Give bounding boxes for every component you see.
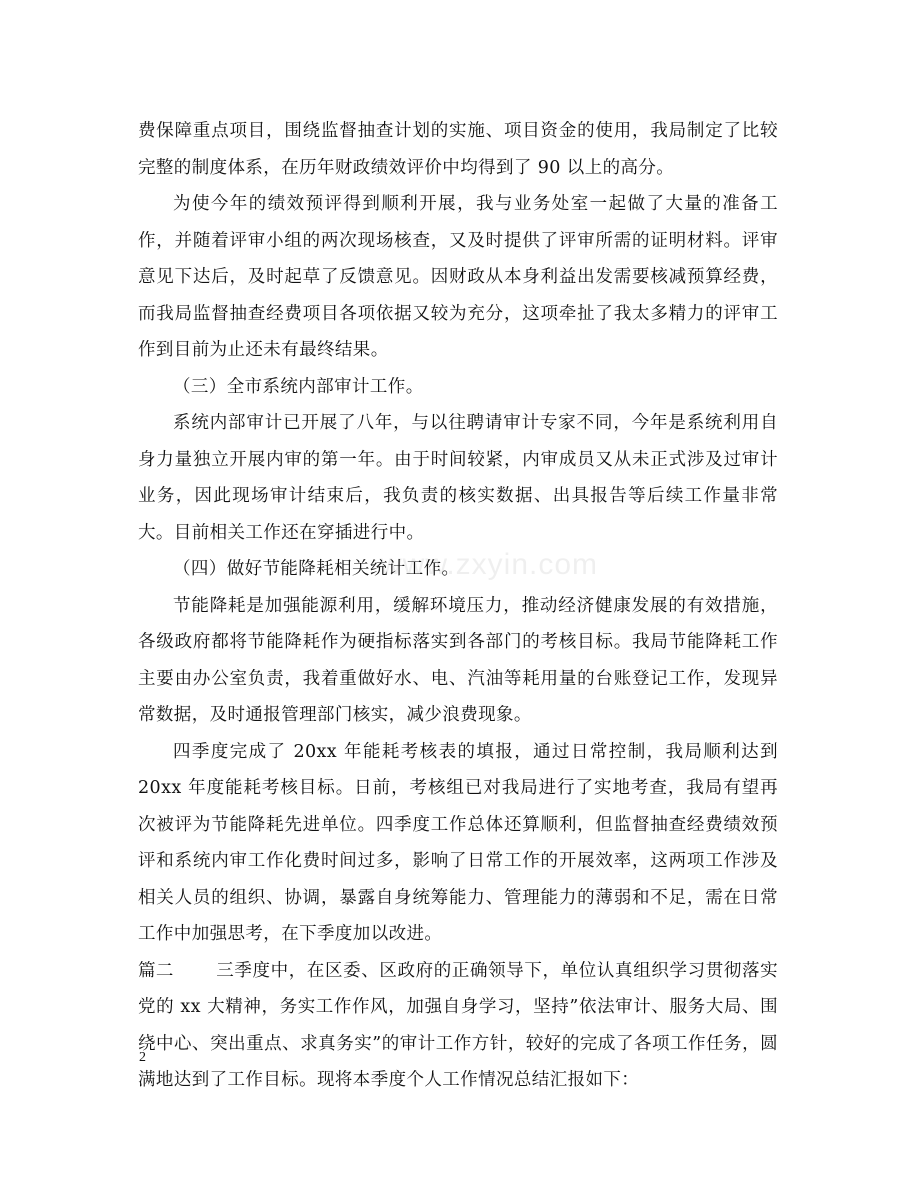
paragraph-continued: 费保障重点项目，围绕监督抽查计划的实施、项目资金的使用，我局制定了比较完整的制度体系，在历年财政绩效评价中均得到了 90 以上的高分。 bbox=[138, 121, 778, 178]
page-number: 2 bbox=[139, 1050, 146, 1065]
part-two-label: 篇二 bbox=[138, 960, 174, 981]
section-heading-internal-audit: （三）全市系统内部审计工作。 bbox=[173, 376, 424, 397]
paragraph-energy-saving: 节能降耗是加强能源利用，缓解环境压力，推动经济健康发展的有效措施，各级政府都将节能降耗作为硬指标落实到各部门的考核目标。我局节能降耗工作主要由办公室负责，我着重做好水、电、汽油等耗用量的台账登记工作，发现异常数据，及时通报管理部门核实，减少浪费现象。 bbox=[138, 595, 778, 725]
paragraph-internal-audit: 系统内部审计已开展了八年，与以往聘请审计专家不同，今年是系统利用自身力量独立开展内审的第一年。由于时间较紧，内审成员又从未正式涉及过审计业务，因此现场审计结束后，我负责的核实数据、出具报告等后续工作量非常大。目前相关工作还在穿插进行中。 bbox=[138, 413, 778, 543]
document-body bbox=[138, 113, 778, 1099]
section-heading-energy-saving: （四）做好节能降耗相关统计工作。 bbox=[173, 559, 460, 579]
part-two-text: 三季度中，在区委、区政府的正确领导下，单位认真组织学习贯彻落实党的 xx 大精神，务实工作作风，加强自身学习，坚持”依法审计、服务大局、围绕中心、突出重点、求真务实”的审计工作方针，较好的完成了各项工作任务，圆满地达到了工作目标。现将本季度个人工作情况总结汇报如下： bbox=[138, 960, 778, 1090]
paragraph-fourth-quarter: 四季度完成了 20xx 年能耗考核表的填报，通过日常控制，我局顺利达到 20xx 年度能耗考核目标。日前，考核组已对我局进行了实地考查，我局有望再次被评为节能降耗先进单位。四季度工作总体还算顺利，但监督抽查经费绩效预评和系统内审工作化费时间过多，影响了日常工作的开展效率，这两项工作涉及相关人员的组织、协调，暴露自身统筹能力、管理能力的薄弱和不足，需在日常工作中加强思考，在下季度加以改进。 bbox=[138, 741, 778, 944]
paragraph-part-two bbox=[138, 953, 778, 1099]
paragraph-performance-review: 为使今年的绩效预评得到顺利开展，我与业务处室一起做了大量的准备工作，并随着评审小组的两次现场核查，又及时提供了评审所需的证明材料。评审意见下达后，及时起草了反馈意见。因财政从本身利益出发需要核减预算经费，而我局监督抽查经费项目各项依据又较为充分，这项牵扯了我太多精力的评审工作到目前为止还未有最终结果。 bbox=[138, 194, 778, 360]
watermark-text: www.zxyin.com bbox=[380, 548, 599, 581]
